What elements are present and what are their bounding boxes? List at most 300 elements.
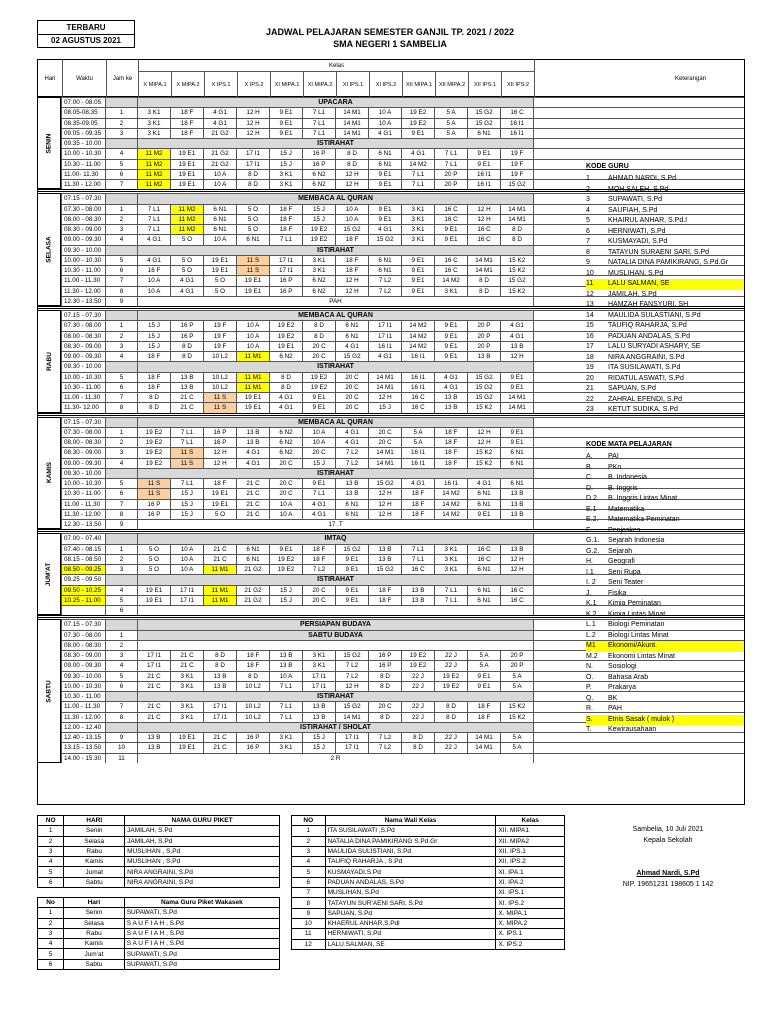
class-cell: 16 P <box>368 650 401 660</box>
table-cell: 2 <box>38 918 64 928</box>
class-cell: 18 F <box>401 488 434 498</box>
class-cell: 9 E1 <box>269 544 302 554</box>
section-label: ISTIRAHAT <box>137 468 533 478</box>
class-cell: 21 C <box>170 660 203 670</box>
jam-cell: 6 <box>105 681 137 691</box>
class-cell: 6 N2 <box>302 169 335 179</box>
class-cell: 18 F <box>434 427 467 437</box>
class-cell: 9 E1 <box>269 128 302 138</box>
class-cell: 10 A <box>236 331 269 341</box>
table-header-row <box>38 898 280 908</box>
table-header-cell: NAMA GURU PIKET <box>125 816 280 826</box>
class-cell: 10 A <box>302 437 335 447</box>
class-cell: 10 L2 <box>236 701 269 711</box>
class-cell: 15 J <box>269 585 302 595</box>
code-name: TATAYUN SURAENI SARI, S.Pd <box>608 248 710 256</box>
class-cell: 15 J <box>170 488 203 498</box>
class-cell: 17 I1 <box>302 681 335 691</box>
class-cell: 17 I1 <box>137 660 170 670</box>
table-cell: 7 <box>292 888 326 898</box>
class-cell: 7 L2 <box>335 458 368 468</box>
class-cell: 8 D <box>467 286 500 296</box>
keterangan-cell <box>533 128 745 138</box>
jam-cell <box>105 193 137 203</box>
class-cell: 6 N1 <box>236 554 269 564</box>
jam-cell: 2 <box>105 437 137 447</box>
code-item <box>586 673 648 684</box>
badge-date: 02 AGUSTUS 2021 <box>51 36 121 45</box>
class-cell: 8 D <box>137 402 170 412</box>
table-header-cell: Nama Wali Kelas <box>325 816 496 826</box>
class-cell: 19 E1 <box>203 499 236 509</box>
class-cell: 16 C <box>434 265 467 275</box>
class-cell: 19 E2 <box>401 660 434 670</box>
code-item <box>586 484 638 495</box>
jam-cell: 2 <box>105 554 137 564</box>
class-cell: 10 A <box>302 427 335 437</box>
class-cell: 14 M1 <box>335 128 368 138</box>
code-number: 15 <box>586 322 594 329</box>
code-item <box>586 321 687 332</box>
header-class: XII MIPA.2 <box>435 72 468 98</box>
class-cell: 19 E2 <box>269 331 302 341</box>
class-cell: 16 C <box>434 255 467 265</box>
class-cell: 6 N2 <box>302 275 335 285</box>
class-cell: 19 F <box>203 320 236 330</box>
jam-cell: 4 <box>105 458 137 468</box>
table-row <box>38 908 280 918</box>
jam-cell: 2 <box>105 331 137 341</box>
class-cell: 7 L1 <box>269 712 302 722</box>
table-header-row <box>292 816 565 826</box>
table-cell: 2 <box>38 836 64 846</box>
class-cell: 11 M2 <box>137 169 170 179</box>
jam-cell: 10 <box>105 742 137 752</box>
section-label: ISTIRAHAT <box>137 361 533 371</box>
table-cell: Sabtu <box>64 959 125 969</box>
class-cell: 18 F <box>170 118 203 128</box>
jam-cell <box>105 97 137 107</box>
class-cell: 10 A <box>335 204 368 214</box>
class-cell: 20 C <box>302 341 335 351</box>
code-name: KHAIRUL ANHAR, S.Pd.I <box>608 217 688 224</box>
class-cell: 3 K1 <box>170 671 203 681</box>
header-class: XII IPS.1 <box>468 72 501 98</box>
class-cell: 4 G1 <box>302 499 335 509</box>
section-label: PERSIAPAN BUDAYA <box>137 619 533 629</box>
keterangan-cell <box>533 691 745 701</box>
jam-cell: 7 <box>105 392 137 402</box>
class-cell: 3 K1 <box>170 701 203 711</box>
class-cell: 18 F <box>401 499 434 509</box>
table-cell: 5 <box>38 949 64 959</box>
class-cell: 14 M1 <box>335 118 368 128</box>
code-number: K.1 <box>586 600 597 607</box>
table-cell: Selasa <box>64 918 125 928</box>
code-item <box>586 227 666 238</box>
class-cell: 5 A <box>401 427 434 437</box>
class-cell: 6 N1 <box>236 544 269 554</box>
class-cell: 13 B <box>500 488 533 498</box>
class-cell: 19 E2 <box>401 650 434 660</box>
class-cell: 18 F <box>170 128 203 138</box>
code-number: O. <box>586 673 594 681</box>
class-cell: 15 G2 <box>335 224 368 234</box>
header-hari: Hari <box>44 76 56 82</box>
header-class: X IPS.2 <box>237 72 270 98</box>
code-name: B. Inggris Lintas Minat <box>608 495 678 502</box>
class-cell: 21 C <box>137 681 170 691</box>
jam-cell: 1 <box>105 427 137 437</box>
class-cell: 15 J <box>302 458 335 468</box>
class-cell: 5 A <box>500 671 533 681</box>
header-class: XI MIPA.1 <box>270 72 303 98</box>
code-number: B. <box>586 463 593 471</box>
time-cell: 10.00 - 10.30 <box>61 478 105 488</box>
class-cell: 20 C <box>302 351 335 361</box>
code-number: 17 <box>586 343 594 350</box>
code-item <box>586 620 664 631</box>
class-cell: 15 K2 <box>500 701 533 711</box>
code-name: Penjaskes <box>608 526 641 534</box>
class-cell: 16 C <box>500 595 533 605</box>
section-label: SABTU BUDAYA <box>137 630 533 640</box>
class-cell: 19 E2 <box>137 427 170 437</box>
jam-cell: 3 <box>105 128 137 138</box>
jam-cell: 3 <box>105 341 137 351</box>
time-cell: 11.30 - 12.00 <box>61 179 105 189</box>
time-cell: 07.15 - 07.30 <box>61 193 105 203</box>
class-cell: 16 I1 <box>401 447 434 457</box>
time-cell: 09.30 - 10.00 <box>61 468 105 478</box>
class-cell: 21 C <box>236 488 269 498</box>
table-cell: Jum'at <box>64 949 125 959</box>
class-cell: 4 G1 <box>170 286 203 296</box>
class-cell: 8 D <box>236 671 269 681</box>
code-name: Geografi <box>608 558 635 565</box>
table-cell: KHAERUL ANHAR,S.Pdl <box>325 918 496 928</box>
class-cell: 3 K1 <box>434 554 467 564</box>
class-cell: 16 I1 <box>467 179 500 189</box>
class-cell: 5 A <box>467 660 500 670</box>
class-cell: 18 F <box>467 701 500 711</box>
jam-cell: 3 <box>105 650 137 660</box>
day-name: SELASA <box>45 236 53 263</box>
class-cell: 4 G1 <box>335 427 368 437</box>
class-cell: 7 L1 <box>269 234 302 244</box>
table-cell: Rabu <box>64 846 125 856</box>
class-cell: 4 G1 <box>500 320 533 330</box>
jam-cell <box>105 468 137 478</box>
class-cell: 22 J <box>434 742 467 752</box>
jam-cell: 2 <box>105 118 137 128</box>
code-item <box>586 258 728 269</box>
table-cell: LALU.SALMAN, SE <box>325 939 496 949</box>
class-cell: 8 D <box>500 234 533 244</box>
class-cell: 21 C <box>236 499 269 509</box>
code-number: M1 <box>586 642 596 649</box>
class-cell: 6 N1 <box>368 255 401 265</box>
code-name: KUSMAYADI, S.Pd <box>608 238 668 245</box>
class-cell: 16 C <box>500 585 533 595</box>
day-name: SABTU <box>45 679 53 703</box>
class-cell: 7 L2 <box>368 286 401 296</box>
class-cell: 10 A <box>368 107 401 117</box>
code-number: F. <box>586 526 592 534</box>
class-cell: 3 K1 <box>170 681 203 691</box>
table-cell: SUPAWATI, S.Pd <box>124 908 279 918</box>
table-row <box>38 846 280 856</box>
class-cell: 4 G1 <box>368 351 401 361</box>
time-cell: 09.50 - 10.25 <box>61 585 105 595</box>
class-cell: 13 B <box>434 392 467 402</box>
jam-cell: 8 <box>105 402 137 412</box>
time-cell: 12.30 - 13.50 <box>61 296 105 306</box>
jam-cell: 8 <box>105 509 137 519</box>
section-label: IMTAQ <box>137 533 533 543</box>
table-cell: MUSLIHAN , S.Pd <box>125 857 280 867</box>
code-item <box>586 515 680 526</box>
table-row <box>292 867 565 877</box>
class-cell: 6 N1 <box>335 331 368 341</box>
table-cell: Jumat <box>64 867 125 877</box>
class-cell: 8 D <box>368 712 401 722</box>
class-cell: 3 K1 <box>269 732 302 742</box>
day-name: SENIN <box>45 133 53 154</box>
class-cell: 9 E1 <box>269 107 302 117</box>
header-class: XII MIPA 1 <box>402 72 435 98</box>
table-row <box>38 949 280 959</box>
code-item <box>586 662 636 673</box>
class-cell: 3 K1 <box>401 204 434 214</box>
jam-cell: 4 <box>105 351 137 361</box>
class-cell: 7 L1 <box>434 159 467 169</box>
time-cell: 14.00 - 15.30 <box>61 753 105 763</box>
class-cell: 10 A <box>137 275 170 285</box>
class-cell: 20 P <box>467 331 500 341</box>
code-number: H. <box>586 558 593 565</box>
code-number: 1 <box>586 175 590 182</box>
header-class: X MIPA.1 <box>138 72 171 98</box>
jam-cell: 9 <box>105 519 137 529</box>
class-cell: 9 E1 <box>434 351 467 361</box>
table-row <box>292 918 565 928</box>
code-name: Sosiologi <box>608 663 637 670</box>
class-cell: 21 G2 <box>203 148 236 158</box>
class-cell: 4 G1 <box>434 372 467 382</box>
class-cell: 19 E2 <box>269 554 302 564</box>
code-item <box>586 704 622 715</box>
code-item <box>586 473 647 484</box>
class-cell: 19 E2 <box>434 681 467 691</box>
code-item <box>586 631 669 642</box>
time-cell: 10.00 - 10.30 <box>61 148 105 158</box>
class-cell: 10 L2 <box>203 351 236 361</box>
class-cell: 15 G2 <box>500 275 533 285</box>
code-name: ITA SUSILAWATI, S.Pd <box>608 364 681 371</box>
full-row-cell: 2 R <box>137 753 533 763</box>
class-cell: 6 N1 <box>467 564 500 574</box>
class-cell: 16 C <box>401 392 434 402</box>
code-name: Sejarah <box>608 547 633 555</box>
class-cell: 14 M2 <box>434 488 467 498</box>
keterangan-cell <box>533 427 745 437</box>
code-number: 22 <box>586 395 594 403</box>
keterangan-cell <box>533 753 745 763</box>
class-cell: 12 H <box>467 204 500 214</box>
class-cell: 7 L1 <box>137 204 170 214</box>
time-cell: 10.25 - 11.00 <box>61 595 105 605</box>
class-cell: 16 P <box>137 499 170 509</box>
class-cell: 13 B <box>236 427 269 437</box>
code-name: Matematika <box>608 505 645 513</box>
class-cell: 18 F <box>137 382 170 392</box>
class-cell: 14 M1 <box>335 107 368 117</box>
class-cell: 11 S <box>137 488 170 498</box>
class-cell: 4 G1 <box>236 458 269 468</box>
table-cell: XI. IPS.2 <box>496 898 565 908</box>
class-cell: 16 P <box>236 742 269 752</box>
class-cell: 20 C <box>368 701 401 711</box>
class-cell: 17 I1 <box>368 320 401 330</box>
class-cell: 14 M2 <box>434 275 467 285</box>
class-cell: 9 E1 <box>434 341 467 351</box>
full-row-cell: PAH <box>137 296 533 306</box>
class-cell: 9 E1 <box>500 427 533 437</box>
class-cell: 12 H <box>500 564 533 574</box>
signature-name: Ahmad Nardi, S.Pd <box>636 870 700 877</box>
day-name: RABU <box>45 351 53 371</box>
time-cell: 07.00 - 08.05 <box>61 97 105 107</box>
keterangan-cell <box>533 97 745 107</box>
class-cell: 16 I1 <box>401 351 434 361</box>
time-cell: 07.40 - 08.15 <box>61 544 105 554</box>
class-cell: 15 J <box>302 732 335 742</box>
class-cell: 10 A <box>236 320 269 330</box>
code-number: J. <box>586 589 592 597</box>
code-item <box>586 578 643 589</box>
table-cell: XI. IPA.2 <box>496 877 565 887</box>
class-cell: 20 C <box>302 595 335 605</box>
timetable-row <box>37 753 745 763</box>
class-cell: 6 N1 <box>368 148 401 158</box>
class-cell: 9 E1 <box>401 128 434 138</box>
full-row-cell <box>137 640 533 650</box>
class-cell: 3 K1 <box>302 255 335 265</box>
table-cell: X. MIPA.2 <box>496 918 565 928</box>
code-item <box>586 463 621 474</box>
code-item <box>586 547 632 558</box>
code-number: 6 <box>586 227 590 235</box>
class-cell: 9 E1 <box>401 275 434 285</box>
jam-cell: 4 <box>105 148 137 158</box>
class-cell: 9 E1 <box>302 402 335 412</box>
class-cell: 22 J <box>401 712 434 722</box>
class-cell: 7 L1 <box>302 107 335 117</box>
code-name: Kewirausahaan <box>608 726 657 733</box>
class-cell: 4 G1 <box>269 392 302 402</box>
code-number: D.2 <box>586 495 597 502</box>
keterangan-cell <box>533 417 745 427</box>
time-cell: 11.00 - 11.30 <box>61 499 105 509</box>
code-number: Q. <box>586 694 594 702</box>
table-cell: XI. IPA.1 <box>496 867 565 877</box>
table-cell: MAULIDA SULISTIANI, S.Pd <box>325 846 496 856</box>
jam-cell: 6 <box>105 488 137 498</box>
table-cell: MUSLIHAN , S.Pd <box>125 846 280 856</box>
class-cell: 16 P <box>236 732 269 742</box>
table-cell: PADUAN ANDALAS, S.Pd <box>325 877 496 887</box>
class-cell: 4 G1 <box>236 447 269 457</box>
class-cell: 21 C <box>203 732 236 742</box>
time-cell: 08.30 - 09.00 <box>61 224 105 234</box>
timetable-row <box>37 118 745 128</box>
class-cell: 11 M1 <box>203 595 236 605</box>
class-cell: 16 P <box>269 286 302 296</box>
class-cell: 16 C <box>401 564 434 574</box>
table-cell: Sabtu <box>64 877 125 887</box>
code-name: Seni Teater <box>608 579 644 586</box>
class-cell: 18 F <box>368 585 401 595</box>
day-name: JUM'AT <box>45 562 53 586</box>
class-cell: 14 M2 <box>401 159 434 169</box>
class-cell: 3 K1 <box>269 742 302 752</box>
code-number: K.2 <box>586 610 597 618</box>
class-cell: 18 F <box>269 214 302 224</box>
class-cell: 12 H <box>335 169 368 179</box>
class-cell: 15 J <box>137 341 170 351</box>
class-cell: 9 E1 <box>302 478 335 488</box>
table-cell: X. MIPA.1 <box>496 908 565 918</box>
code-item <box>586 353 684 364</box>
code-name: Biologi Peminatan <box>608 621 665 628</box>
class-cell: 7 L1 <box>434 585 467 595</box>
class-cell: 15 G2 <box>467 372 500 382</box>
code-number: 16 <box>586 332 594 340</box>
timetable-header <box>37 59 745 97</box>
class-cell: 10 A <box>203 179 236 189</box>
class-cell: 9 E1 <box>500 437 533 447</box>
code-name: SUPAWATI, S.Pd <box>608 196 663 203</box>
class-cell: 19 E1 <box>236 286 269 296</box>
code-name: BK <box>608 694 618 702</box>
class-cell: 21 C <box>203 554 236 564</box>
class-cell: 11 M1 <box>236 351 269 361</box>
class-cell: 19 E1 <box>170 148 203 158</box>
table-cell: TATAYUN SUR'AENI SARI, S.Pd <box>325 898 496 908</box>
time-cell: 09.35 - 10.00 <box>61 138 105 148</box>
table-cell: 6 <box>38 877 64 887</box>
class-cell: 8 D <box>434 701 467 711</box>
class-cell: 5 O <box>203 286 236 296</box>
title-line-2: SMA NEGERI 1 SAMBELIA <box>333 39 447 49</box>
table-cell: 6 <box>38 959 64 969</box>
class-cell: 6 N2 <box>269 427 302 437</box>
code-number: 20 <box>586 374 594 382</box>
section-label: ISTIRAHAT / SHOLAT <box>137 722 533 732</box>
table-cell: X. IPS.1 <box>496 929 565 939</box>
class-cell: 18 F <box>236 650 269 660</box>
class-cell: 21 G2 <box>236 564 269 574</box>
class-cell: 18 F <box>434 447 467 457</box>
code-item <box>586 405 678 416</box>
table-header-cell: Nama Guru Piket Wakasek <box>124 898 279 908</box>
class-cell: 9 E1 <box>368 169 401 179</box>
code-name: PAI <box>608 453 619 460</box>
class-cell: 16 P <box>170 331 203 341</box>
class-cell: 15 K2 <box>500 255 533 265</box>
code-item <box>586 237 667 248</box>
